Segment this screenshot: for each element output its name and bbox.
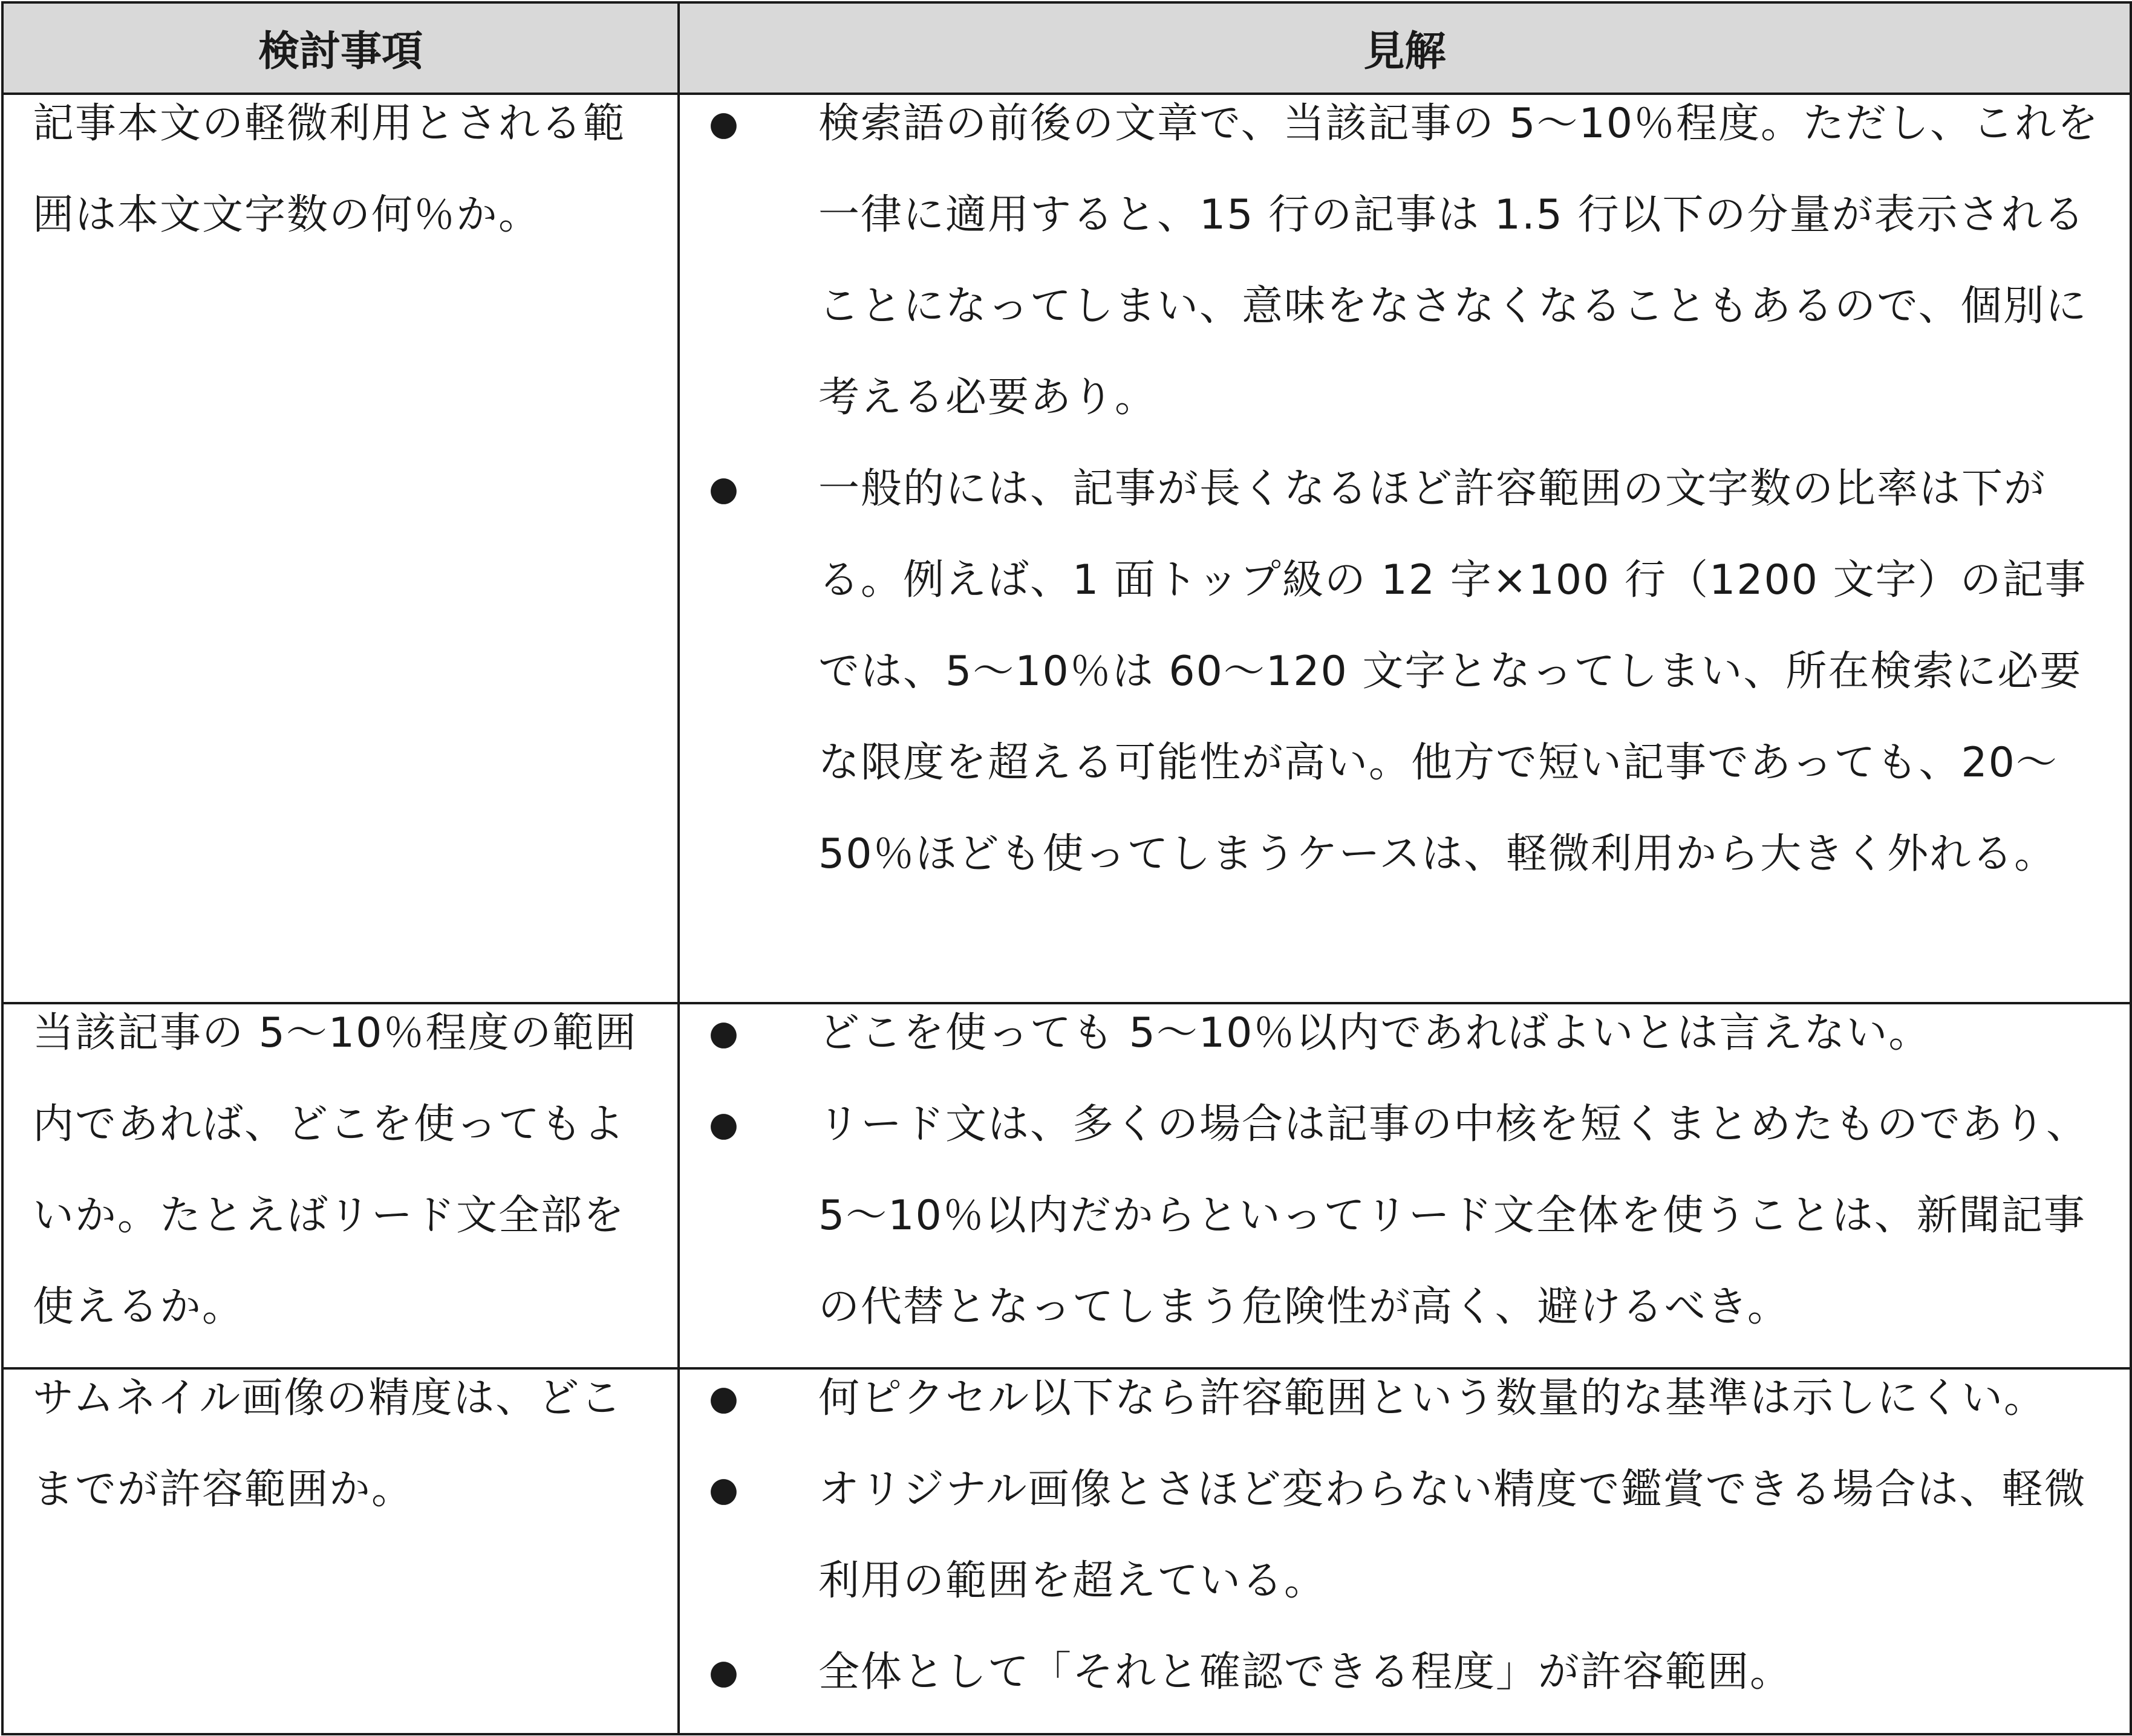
bullet-icon: ● (709, 469, 740, 509)
bullet-icon: ● (709, 104, 740, 143)
review-table (1, 1, 2132, 1735)
topic-cell (2, 94, 679, 1003)
bullet-icon: ● (709, 1379, 740, 1418)
opinion-text: 一般的には、記事が長くなるほど許容範囲の文字数の比率は下がる。例えば、1 面トップ級の 12 字×100 行（1200 文字）の記事では、5～10％は 60～120 文字となってしまい、所在検索に必要な限度を超える可能性が高い。他方で短い記事であっても、20～50％ほども使ってしまうケースは、軽微利用から大きく外れる。 (818, 465, 2087, 878)
list-item (680, 78, 2130, 443)
bullet-icon: ● (709, 1013, 740, 1053)
opinion-list (680, 1353, 2130, 1718)
list-item (680, 1079, 2130, 1353)
topic-cell (2, 1003, 679, 1368)
opinion-cell (679, 1368, 2131, 1734)
header-opinion: 見解 (679, 2, 2131, 94)
list-item (680, 1353, 2130, 1444)
topic-cell (2, 1368, 679, 1734)
table-row (2, 94, 2131, 1003)
table-row (2, 1368, 2131, 1734)
opinion-list (680, 987, 2130, 1353)
list-item (680, 987, 2130, 1079)
opinion-cell (679, 1003, 2131, 1368)
opinion-text: リード文は、多くの場合は記事の中核を短くまとめたものであり、5～10％以内だからといってリード文全体を使うことは、新聞記事の代替となってしまう危険性が高く、避けるべき。 (818, 1100, 2089, 1331)
header-topic: 検討事項 (2, 2, 679, 94)
topic-text: サムネイル画像の精度は、どこまでが許容範囲か。 (33, 1374, 623, 1513)
list-item (680, 1627, 2130, 1718)
bullet-icon: ● (709, 1653, 740, 1692)
table-row (2, 1003, 2131, 1368)
opinion-text: 何ピクセル以下なら許容範囲という数量的な基準は示しにくい。 (818, 1374, 2047, 1422)
topic-text: 記事本文の軽微利用とされる範囲は本文文字数の何％か。 (33, 100, 626, 239)
bullet-icon: ● (709, 1105, 740, 1144)
opinion-list (680, 78, 2130, 900)
opinion-text: 全体として「それと確認できる程度」が許容範囲。 (818, 1648, 1793, 1696)
opinion-text: 検索語の前後の文章で、当該記事の 5～10％程度。ただし、これを一律に適用すると、15 行の記事は 1.5 行以下の分量が表示されることになってしまい、意味をなさなくなることもあるので、個別に考える必要あり。 (818, 100, 2100, 421)
opinion-cell (679, 94, 2131, 1003)
opinion-text: どこを使っても 5～10％以内であればよいとは言えない。 (818, 1009, 1931, 1057)
opinion-text: オリジナル画像とさほど変わらない精度で鑑賞できる場合は、軽微利用の範囲を超えている。 (818, 1466, 2087, 1605)
topic-text: 当該記事の 5～10％程度の範囲内であれば、どこを使ってもよいか。たとえばリード文全部を使えるか。 (33, 1009, 637, 1331)
list-item (680, 1444, 2130, 1627)
bullet-icon: ● (709, 1470, 740, 1509)
list-item (680, 443, 2130, 900)
